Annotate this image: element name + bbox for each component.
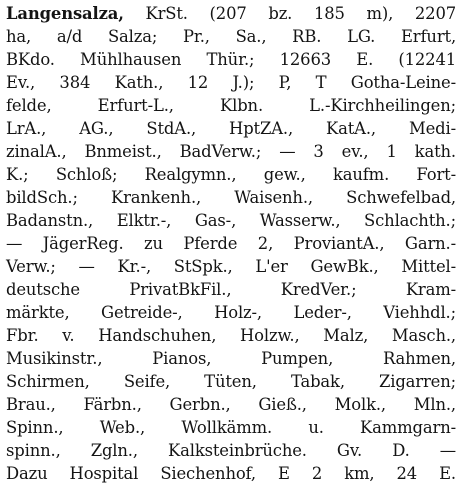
- entry-line-8: K.; Schloß; Realgymn., gew., kaufm. Fort-: [6, 165, 456, 184]
- entry-line-13: deutsche PrivatBkFil., KredVer.; Kram-: [6, 280, 456, 299]
- entry-line-16: Musikinstr., Pianos, Pumpen, Rahmen,: [6, 349, 456, 368]
- entry-line-14: märkte, Getreide-, Holz-, Leder-, Viehhdl.;: [6, 303, 456, 322]
- entry-line-20: spinn., Zgln., Kalksteinbrüche. Gv. D. —: [6, 441, 456, 460]
- entry-line-12: Verw.; — Kr.-, StSpk., L'er GewBk., Mittel-: [6, 257, 456, 276]
- entry-line-15: Fbr. v. Handschuhen, Holzw., Malz, Masch.,: [6, 326, 456, 345]
- gazetteer-entry: [6, 2, 456, 485]
- entry-line-19: Spinn., Web., Wollkämm. u. Kammgarn-: [6, 418, 456, 437]
- entry-line-21: Dazu Hospital Siechenhof, E 2 km, 24 E.: [6, 464, 456, 483]
- entry-line-3: BKdo. Mühlhausen Thür.; 12663 E. (12241: [6, 50, 456, 69]
- entry-line-6: LrA., AG., StdA., HptZA., KatA., Medi-: [6, 119, 456, 138]
- entry-line-4: Ev., 384 Kath., 12 J.); P, T Gotha-Leine-: [6, 73, 456, 92]
- entry-line-2: ha, a/d Salza; Pr., Sa., RB. LG. Erfurt,: [6, 27, 456, 46]
- entry-line-17: Schirmen, Seife, Tüten, Tabak, Zigarren;: [6, 372, 456, 391]
- entry-line-1: [6, 2, 456, 25]
- entry-line-5: felde, Erfurt-L., Klbn. L.-Kirchheilingen;: [6, 96, 456, 115]
- entry-line-11: — JägerReg. zu Pferde 2, ProviantA., Garn.-: [6, 234, 456, 253]
- entry-line-9: bildSch.; Krankenh., Waisenh., Schwefelbad,: [6, 188, 456, 207]
- entry-line-7: zinalA., Bnmeist., BadVerw.; — 3 ev., 1 kath.: [6, 142, 456, 161]
- entry-line-1-text: KrSt. (207 bz. 185 m), 2207: [145, 4, 456, 23]
- entry-line-18: Brau., Färbn., Gerbn., Gieß., Molk., Mln.,: [6, 395, 456, 414]
- entry-headword: Langensalza,: [6, 4, 124, 23]
- entry-line-10: Badanstn., Elktr.-, Gas-, Wasserw., Schlachth.;: [6, 211, 456, 230]
